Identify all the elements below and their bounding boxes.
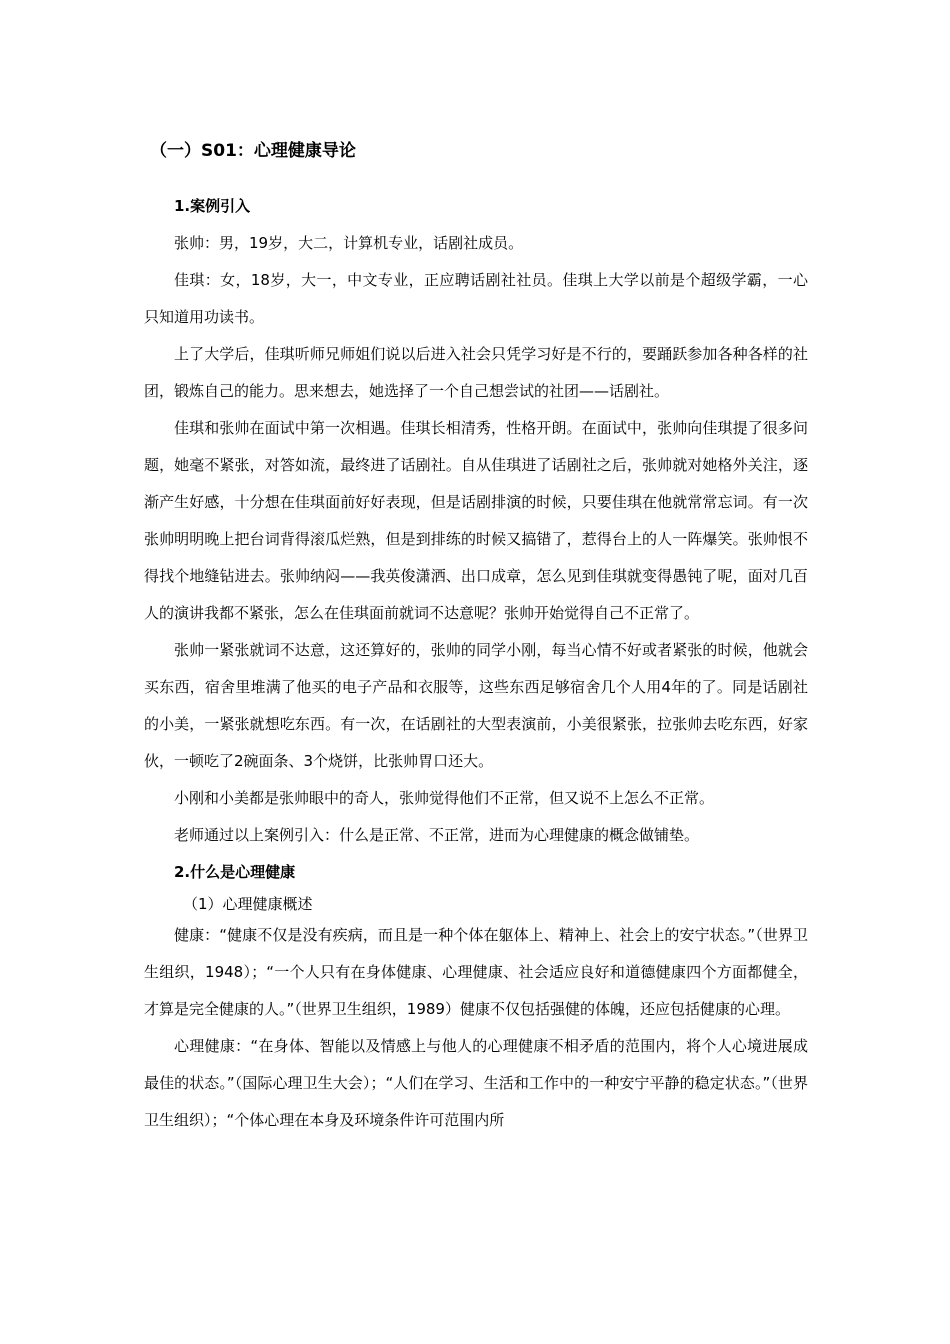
- heading-case-intro: 1.案例引入: [174, 197, 251, 215]
- paragraph: 小刚和小美都是张帅眼中的奇人，张帅觉得他们不正常，但又说不上怎么不正常。: [174, 789, 715, 807]
- paragraph: 张帅一紧张就词不达意，这还算好的，张帅的同学小刚，每当心情不好或者紧张的时候，他就会买东西，宿舍里堆满了他买的电子产品和衣服等，这些东西足够宿舍几个人用4年的了。同是话剧社的小美，一紧张就想吃东西。有一次，在话剧社的大型表演前，小美很紧张，拉张帅去吃东西，好家伙，一顿吃了2碗面条、3个烧饼，比张帅胃口还大。: [144, 641, 808, 770]
- heading-mental-health: 2.什么是心理健康: [174, 863, 296, 881]
- paragraph: 老师通过以上案例引入：什么是正常、不正常，进而为心理健康的概念做铺垫。: [174, 826, 700, 844]
- paragraph: 佳琪和张帅在面试中第一次相遇。佳琪长相清秀，性格开朗。在面试中，张帅向佳琪提了很多问题，她毫不紧张，对答如流，最终进了话剧社。自从佳琪进了话剧社之后，张帅就对她格外关注，逐渐产生好感，十分想在佳琪面前好好表现，但是话剧排演的时候，只要佳琪在他就常常忘词。有一次张帅明明晚上把台词背得滚瓜烂熟，但是到排练的时候又搞错了，惹得台上的人一阵爆笑。张帅恨不得找个地缝钻进去。张帅纳闷——我英俊潇洒、出口成章，怎么见到佳琪就变得愚钝了呢，面对几百人的演讲我都不紧张，怎么在佳琪面前就词不达意呢？张帅开始觉得自己不正常了。: [144, 419, 808, 622]
- section-title: （一）S01：心理健康导论: [150, 141, 356, 161]
- document-body: [144, 188, 808, 1139]
- paragraph: 心理健康：“在身体、智能以及情感上与他人的心理健康不相矛盾的范围内，将个人心境进展成最佳的状态。”（国际心理卫生大会）；“人们在学习、生活和工作中的一种安宁平静的稳定状态。”（世界卫生组织）；“个体心理在本身及环境条件许可范围内所: [144, 1037, 808, 1129]
- paragraph: 健康：“健康不仅是没有疾病，而且是一种个体在躯体上、精神上、社会上的安宁状态。”（世界卫生组织，1948）；“一个人只有在身体健康、心理健康、社会适应良好和道德健康四个方面都健全，才算是完全健康的人。”（世界卫生组织，1989）健康不仅包括强健的体魄，还应包括健康的心理。: [144, 926, 808, 1018]
- paragraph: 上了大学后，佳琪听师兄师姐们说以后进入社会只凭学习好是不行的，要踊跃参加各种各样的社团，锻炼自己的能力。思来想去，她选择了一个自己想尝试的社团——话剧社。: [144, 345, 808, 400]
- subheading-overview: （1）心理健康概述: [183, 895, 313, 913]
- paragraph: 佳琪：女，18岁，大一，中文专业，正应聘话剧社社员。佳琪上大学以前是个超级学霸，一心只知道用功读书。: [144, 271, 808, 326]
- paragraph: 张帅：男，19岁，大二，计算机专业，话剧社成员。: [174, 234, 524, 252]
